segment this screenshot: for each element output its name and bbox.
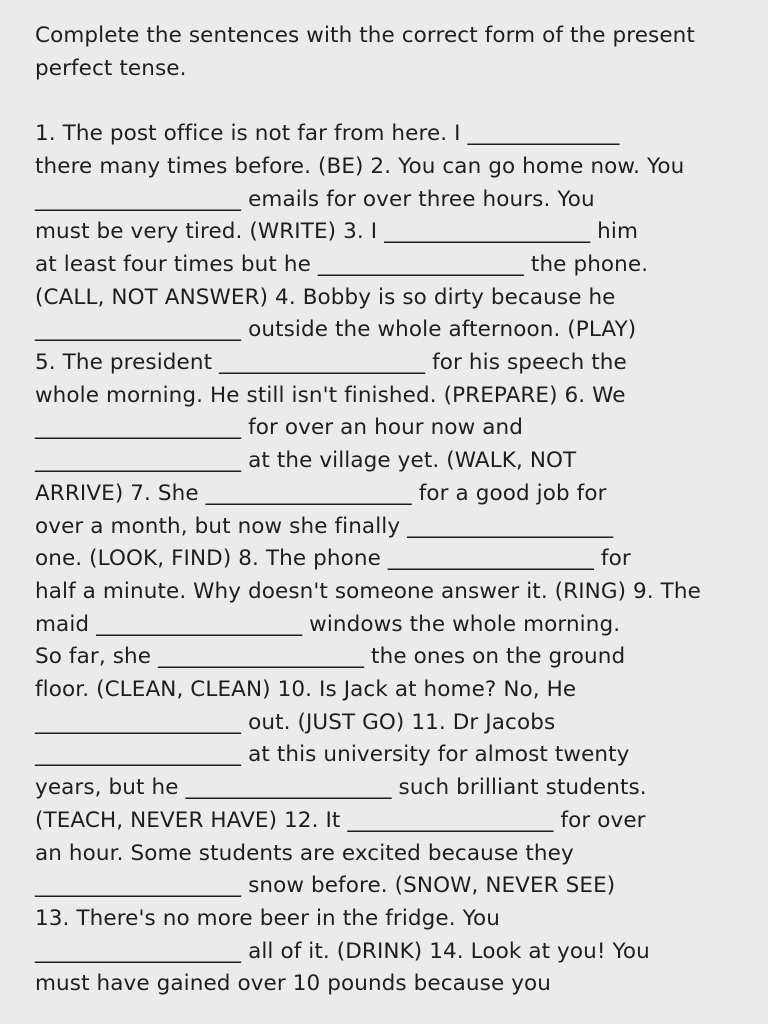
exercise-line: must be very tired. (WRITE) 3. I ___________________ him — [35, 219, 639, 245]
exercise-line: (CALL, NOT ANSWER) 4. Bobby is so dirty because he — [35, 284, 616, 310]
exercise-line: So far, she ___________________ the ones on the ground — [35, 644, 626, 670]
exercise-line: floor. (CLEAN, CLEAN) 10. Is Jack at home? No, He — [35, 677, 577, 703]
exercise-body — [35, 118, 738, 1001]
exercise-line: (TEACH, NEVER HAVE) 12. It ___________________ for over — [35, 807, 646, 833]
exercise-line: ___________________ snow before. (SNOW, NEVER SEE) — [35, 873, 616, 899]
instruction-text — [35, 20, 738, 85]
exercise-line: ___________________ outside the whole afternoon. (PLAY) — [35, 317, 637, 343]
exercise-line: over a month, but now she finally ___________________ — [35, 513, 614, 539]
exercise-line: there many times before. (BE) 2. You can go home now. You — [35, 153, 685, 179]
exercise-line: maid ___________________ windows the whole morning. — [35, 611, 621, 637]
exercise-line: one. (LOOK, FIND) 8. The phone ___________________ for — [35, 546, 631, 572]
instruction-line: perfect tense. — [35, 55, 187, 81]
exercise-line: at least four times but he ___________________ the phone. — [35, 251, 649, 277]
exercise-line: ARRIVE) 7. She ___________________ for a good job for — [35, 480, 607, 506]
exercise-line: whole morning. He still isn't finished. (PREPARE) 6. We — [35, 382, 626, 408]
exercise-line: 5. The president ___________________ for his speech the — [35, 350, 627, 376]
exercise-line: ___________________ at the village yet. (WALK, NOT — [35, 448, 577, 474]
exercise-line: years, but he ___________________ such brilliant students. — [35, 775, 647, 801]
exercise-line: ___________________ emails for over three hours. You — [35, 186, 595, 212]
exercise-line: ___________________ all of it. (DRINK) 14. Look at you! You — [35, 938, 650, 964]
exercise-line: ___________________ at this university for almost twenty — [35, 742, 630, 768]
instruction-line: Complete the sentences with the correct form of the present — [35, 23, 695, 48]
exercise-line: ___________________ for over an hour now and — [35, 415, 524, 441]
exercise-line: 1. The post office is not far from here. I ______________ — [35, 121, 620, 147]
exercise-line: 13. There's no more beer in the fridge. You — [35, 905, 500, 931]
exercise-line: must have gained over 10 pounds because you — [35, 971, 552, 997]
exercise-line: an hour. Some students are excited because they — [35, 840, 574, 866]
exercise-line: ___________________ out. (JUST GO) 11. Dr Jacobs — [35, 709, 556, 735]
exercise-line: half a minute. Why doesn't someone answer it. (RING) 9. The — [35, 578, 701, 604]
